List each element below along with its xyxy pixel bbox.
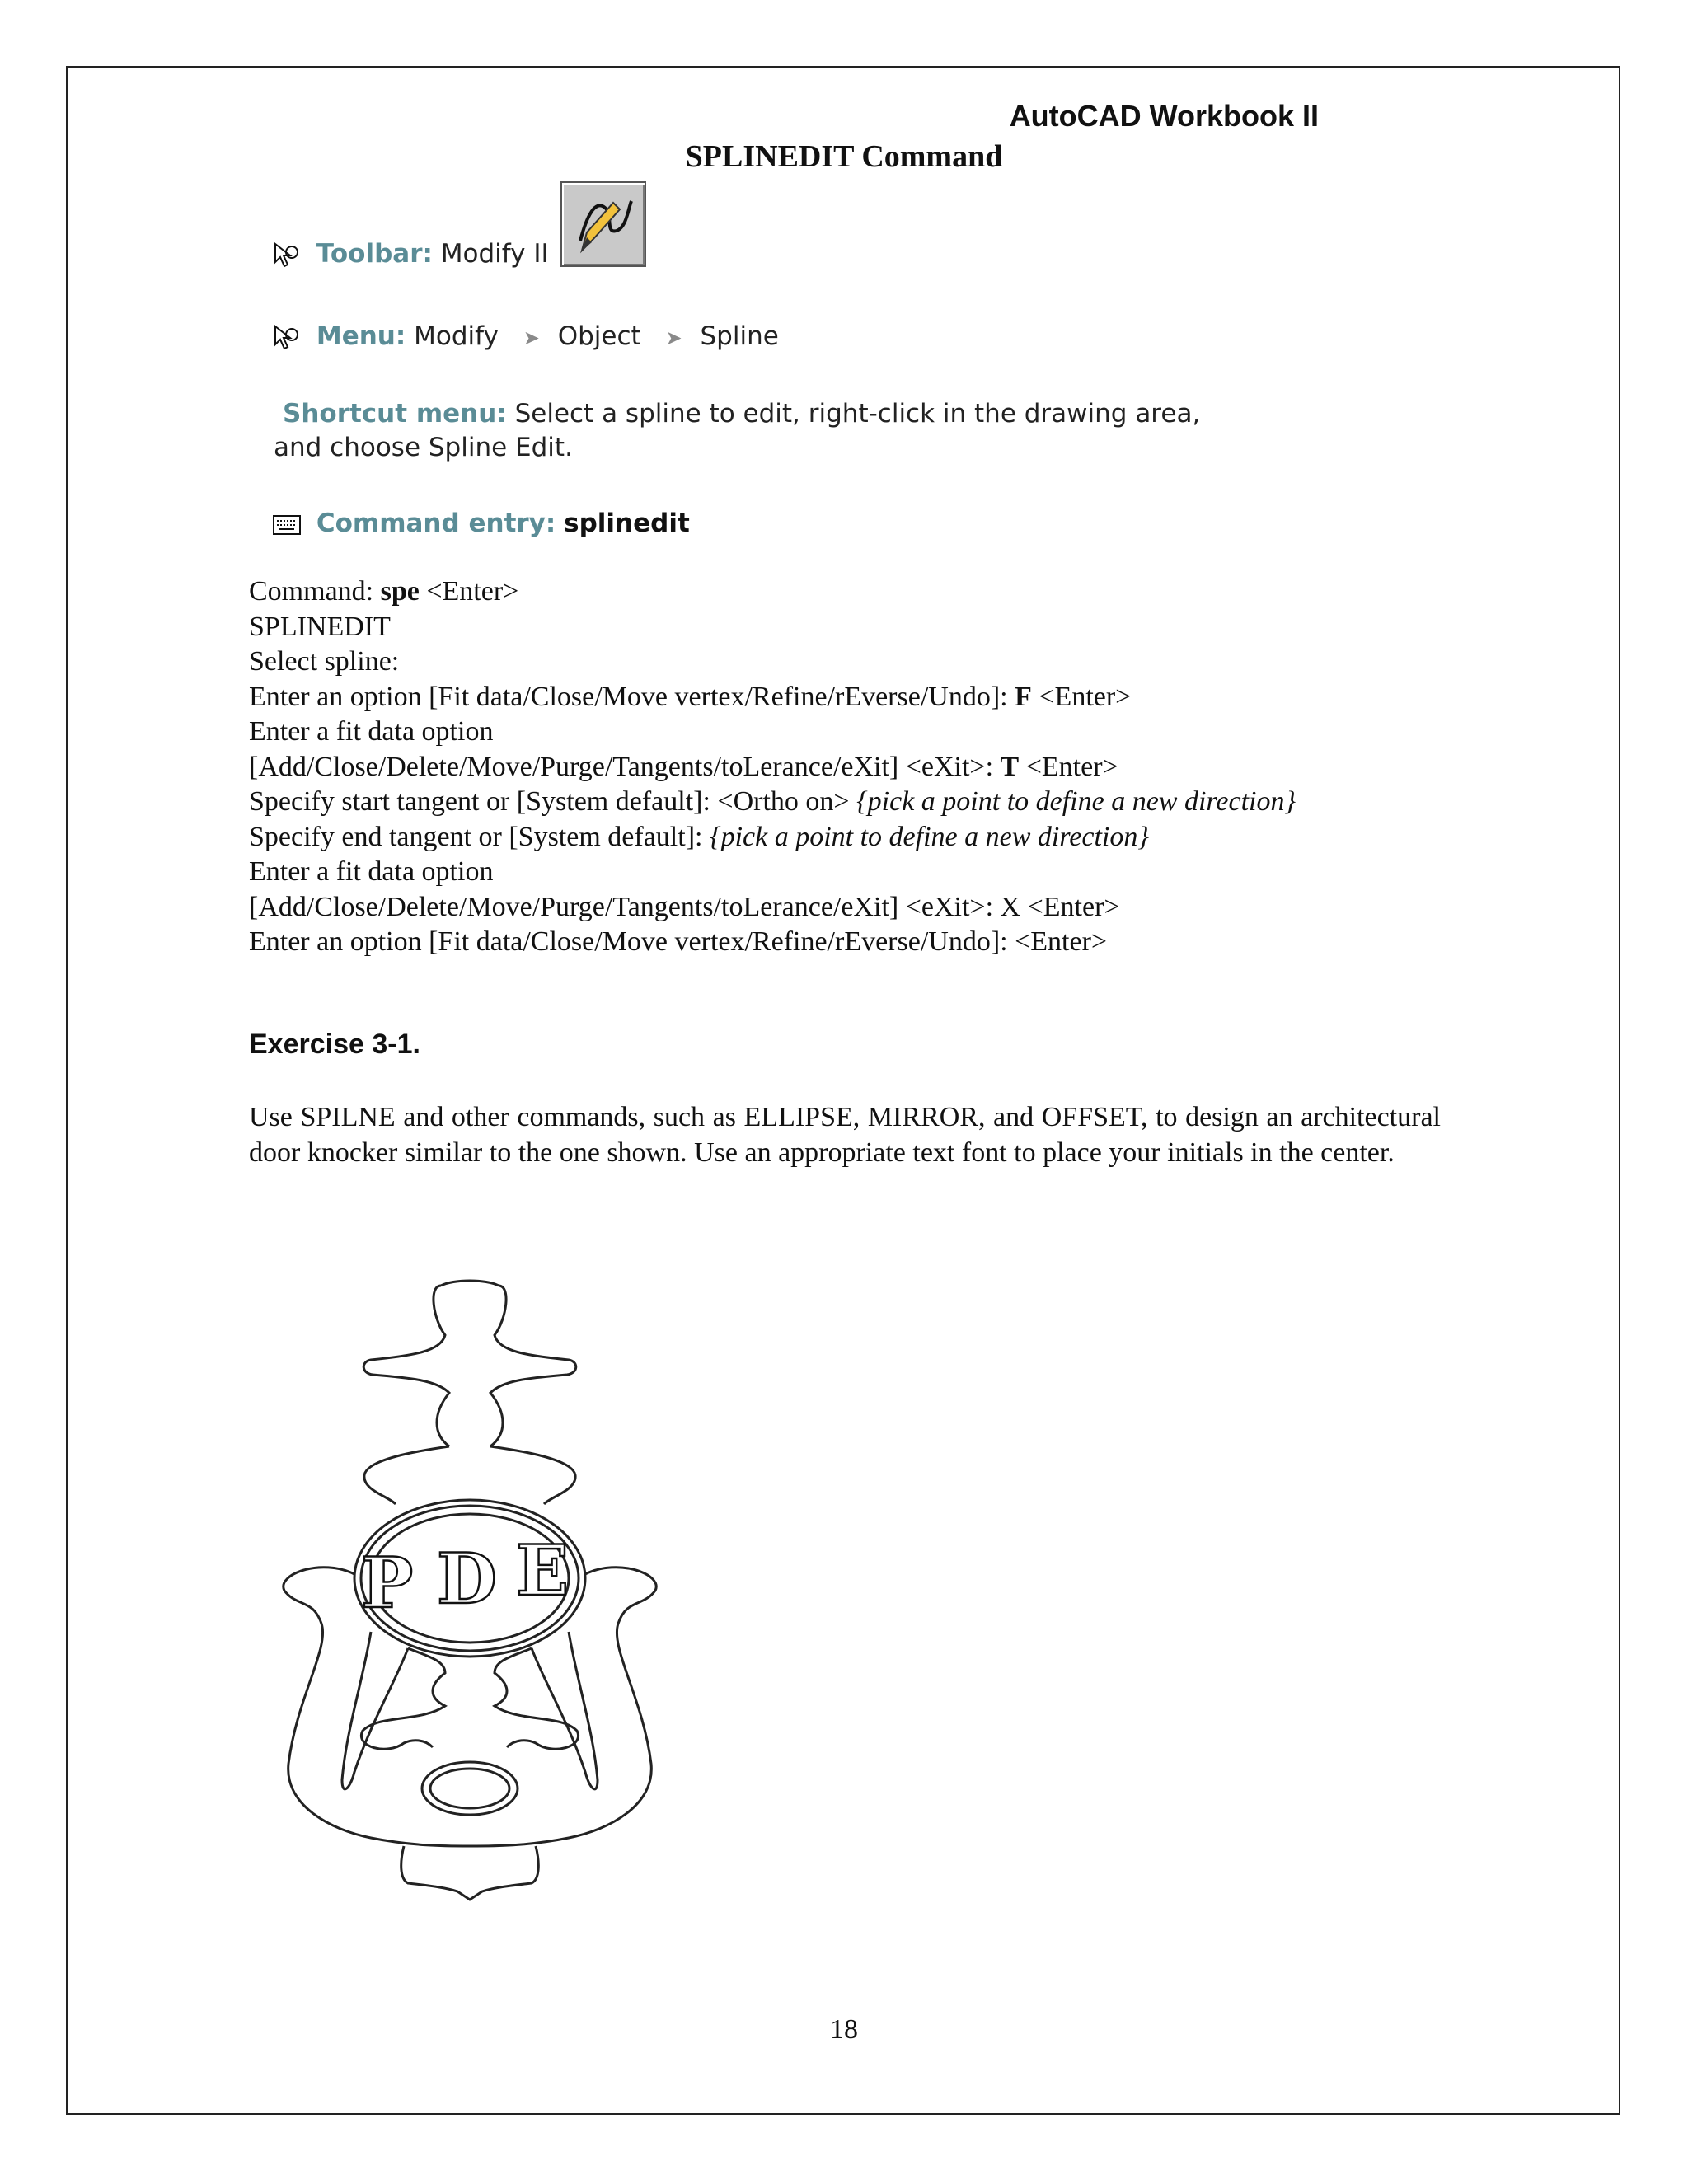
command-note: {pick a point to define a new direction} [709, 821, 1149, 852]
exercise-text: Use SPILNE and other commands, such as ELLIPSE, MIRROR, and OFFSET, to design an architectural door knocker similar to the one shown. Use an appropriate text font to place your initials in the center. [249, 1102, 1441, 1168]
command-line [249, 680, 1296, 715]
menu-access-row [272, 321, 779, 353]
command-prefix: Specify start tangent or [System default]: <Ortho on> [249, 786, 857, 817]
command-prefix: Specify end tangent or [System default]: [249, 821, 710, 852]
initial-d: D [437, 1538, 497, 1619]
command-line: Select spline: [249, 646, 400, 677]
command-input: T [1000, 751, 1020, 782]
command-suffix: <Enter> [1019, 751, 1118, 782]
toolbar-access-row [272, 239, 549, 270]
command-suffix: <Enter> [1031, 681, 1132, 712]
command-entry-value: splinedit [564, 509, 690, 538]
spline-edit-toolbar-button [560, 181, 646, 267]
mouse-pointer-icon [272, 323, 302, 353]
initial-p: P [361, 1542, 414, 1624]
door-knocker-drawing [264, 1269, 676, 1937]
command-line [249, 820, 1296, 855]
menu-item-object: Object [557, 321, 641, 351]
keyboard-icon [272, 513, 302, 537]
mouse-pointer-icon [272, 241, 302, 270]
command-suffix: <Enter> [419, 576, 519, 607]
command-line: SPLINEDIT [249, 611, 391, 642]
door-knocker-figure [264, 1269, 676, 1937]
command-line: Enter an option [Fit data/Close/Move vertex/Refine/rEverse/Undo]: <Enter> [249, 926, 1108, 957]
section-title-text: SPLINEDIT Command [685, 139, 1003, 174]
menu-item-spline: Spline [700, 321, 779, 351]
exercise-title: Exercise 3-1. [249, 1029, 420, 1060]
command-line: Enter a fit data option [249, 716, 494, 747]
command-line: [Add/Close/Delete/Move/Purge/Tangents/toLerance/eXit] <eXit>: X <Enter> [249, 891, 1120, 922]
command-input: F [1015, 681, 1032, 712]
initial-e: E [516, 1530, 570, 1611]
command-prefix: [Add/Close/Delete/Move/Purge/Tangents/toLerance/eXit] <eXit>: [249, 751, 1001, 782]
command-note: {pick a point to define a new direction} [856, 786, 1296, 817]
command-sequence [249, 574, 1296, 960]
menu-item-modify: Modify [414, 321, 499, 351]
command-prefix: Enter an option [Fit data/Close/Move vertex/Refine/rEverse/Undo]: [249, 681, 1015, 712]
command-prefix: Command: [249, 576, 381, 607]
command-line [249, 785, 1296, 820]
spline-edit-icon [562, 183, 645, 265]
shortcut-text-line2: and choose Spline Edit. [274, 433, 573, 462]
command-input: spe [380, 576, 420, 607]
toolbar-label: Toolbar: [316, 239, 433, 269]
chevron-right-icon: ➤ [523, 326, 540, 349]
section-title [0, 138, 1688, 175]
menu-label: Menu: [316, 321, 406, 351]
shortcut-label: Shortcut menu: [283, 399, 507, 429]
command-line [249, 574, 1296, 610]
command-line: Enter a fit data option [249, 856, 494, 887]
shortcut-text-line1: Select a spline to edit, right-click in the drawing area, [514, 399, 1201, 429]
shortcut-menu-row [283, 399, 1200, 429]
command-entry-label: Command entry: [316, 509, 556, 538]
shortcut-menu-row-2 [274, 433, 573, 462]
chevron-right-icon: ➤ [665, 326, 682, 349]
workbook-title: AutoCAD Workbook II [1009, 99, 1319, 133]
command-line [249, 750, 1296, 785]
page-number: 18 [830, 2014, 858, 2045]
command-entry-row [272, 509, 690, 538]
toolbar-value: Modify II [440, 239, 549, 269]
